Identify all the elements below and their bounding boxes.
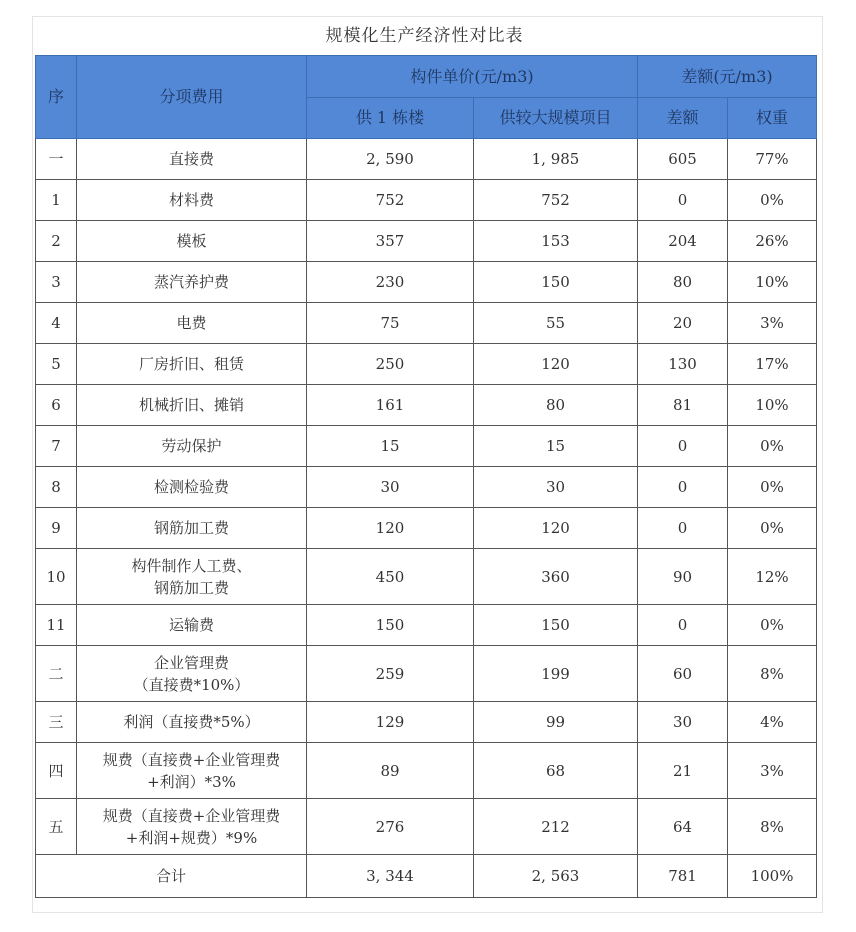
- row-item: [77, 549, 307, 605]
- row-difference: 0: [638, 180, 728, 221]
- total-weight: 100%: [728, 855, 817, 898]
- row-item-line-1: 构件制作人工费、: [131, 556, 252, 575]
- header-difference: 差额: [638, 98, 728, 139]
- total-row: [36, 855, 817, 898]
- row-weight: 0%: [728, 180, 817, 221]
- header-item: 分项费用: [77, 56, 307, 139]
- row-weight: 12%: [728, 549, 817, 605]
- table-title: 规模化生产经济性对比表: [325, 26, 524, 46]
- row-weight: 8%: [728, 799, 817, 855]
- row-seq: 一: [36, 139, 77, 180]
- row-item-line-1: 厂房折旧、租赁: [138, 355, 244, 373]
- table-row: [36, 508, 817, 549]
- table-row: [36, 139, 817, 180]
- row-single-building-price: 2, 590: [307, 139, 474, 180]
- row-item-line-1: 利润（直接费*5%）: [123, 713, 260, 731]
- table-row: [36, 385, 817, 426]
- row-item-line-1: 企业管理费: [153, 653, 229, 672]
- row-difference: 80: [638, 262, 728, 303]
- row-single-building-price: 150: [307, 605, 474, 646]
- row-item-line-1: 材料费: [168, 191, 214, 209]
- row-item-line-2: 钢筋加工费: [153, 578, 229, 597]
- row-item: [77, 799, 307, 855]
- row-seq: 二: [36, 646, 77, 702]
- row-difference: 64: [638, 799, 728, 855]
- row-weight: 0%: [728, 426, 817, 467]
- row-seq: 4: [36, 303, 77, 344]
- header-large-project: 供较大规模项目: [474, 98, 638, 139]
- row-weight: 8%: [728, 646, 817, 702]
- table-row: [36, 743, 817, 799]
- row-item-line-1: 蒸汽养护费: [153, 273, 229, 291]
- total-large-project-price: 2, 563: [474, 855, 638, 898]
- row-item: [77, 262, 307, 303]
- row-single-building-price: 259: [307, 646, 474, 702]
- row-item-line-1: 劳动保护: [161, 437, 222, 455]
- row-difference: 130: [638, 344, 728, 385]
- row-seq: 2: [36, 221, 77, 262]
- row-item-line-1: 直接费: [168, 150, 214, 168]
- row-item-line-2: （直接费*10%）: [133, 675, 250, 694]
- row-difference: 0: [638, 467, 728, 508]
- header-single-building: 供 1 栋楼: [307, 98, 474, 139]
- row-large-project-price: 15: [474, 426, 638, 467]
- row-weight: 26%: [728, 221, 817, 262]
- row-seq: 1: [36, 180, 77, 221]
- row-seq: 3: [36, 262, 77, 303]
- row-item-line-1: 钢筋加工费: [153, 519, 229, 537]
- table-row: [36, 221, 817, 262]
- row-weight: 3%: [728, 743, 817, 799]
- row-item: [77, 605, 307, 646]
- table-row: [36, 605, 817, 646]
- row-difference: 204: [638, 221, 728, 262]
- header-unit-price-group: 构件单价(元/m3): [307, 56, 638, 98]
- row-item-line-1: 检测检验费: [153, 478, 229, 496]
- table-row: [36, 426, 817, 467]
- row-difference: 0: [638, 605, 728, 646]
- table-row: [36, 262, 817, 303]
- row-weight: 4%: [728, 702, 817, 743]
- row-item: [77, 426, 307, 467]
- table-row: [36, 646, 817, 702]
- row-seq: 6: [36, 385, 77, 426]
- row-seq: 5: [36, 344, 77, 385]
- header-weight: 权重: [728, 98, 817, 139]
- row-seq: 9: [36, 508, 77, 549]
- row-item: [77, 702, 307, 743]
- row-difference: 21: [638, 743, 728, 799]
- row-weight: 0%: [728, 605, 817, 646]
- row-single-building-price: 129: [307, 702, 474, 743]
- row-difference: 605: [638, 139, 728, 180]
- total-single-building-price: 3, 344: [307, 855, 474, 898]
- row-item-line-1: 模板: [176, 232, 207, 250]
- row-large-project-price: 99: [474, 702, 638, 743]
- row-weight: 0%: [728, 508, 817, 549]
- row-single-building-price: 752: [307, 180, 474, 221]
- row-item: [77, 743, 307, 799]
- row-difference: 81: [638, 385, 728, 426]
- row-single-building-price: 75: [307, 303, 474, 344]
- row-large-project-price: 150: [474, 262, 638, 303]
- row-large-project-price: 199: [474, 646, 638, 702]
- row-large-project-price: 360: [474, 549, 638, 605]
- row-seq: 四: [36, 743, 77, 799]
- row-weight: 17%: [728, 344, 817, 385]
- row-large-project-price: 120: [474, 344, 638, 385]
- row-item: [77, 344, 307, 385]
- row-large-project-price: 120: [474, 508, 638, 549]
- table-row: [36, 303, 817, 344]
- row-single-building-price: 357: [307, 221, 474, 262]
- row-large-project-price: 212: [474, 799, 638, 855]
- row-single-building-price: 230: [307, 262, 474, 303]
- row-single-building-price: 276: [307, 799, 474, 855]
- row-seq: 三: [36, 702, 77, 743]
- cost-comparison-table: [35, 55, 817, 898]
- row-seq: 五: [36, 799, 77, 855]
- row-weight: 10%: [728, 262, 817, 303]
- row-item: [77, 467, 307, 508]
- row-item: [77, 221, 307, 262]
- row-item: [77, 180, 307, 221]
- row-item: [77, 646, 307, 702]
- row-item-line-1: 运输费: [168, 616, 214, 634]
- row-large-project-price: 150: [474, 605, 638, 646]
- table-row: [36, 344, 817, 385]
- table-row: [36, 702, 817, 743]
- row-difference: 0: [638, 426, 728, 467]
- header-row-1: [36, 56, 817, 98]
- row-seq: 8: [36, 467, 77, 508]
- row-item: [77, 508, 307, 549]
- row-difference: 0: [638, 508, 728, 549]
- row-large-project-price: 68: [474, 743, 638, 799]
- row-weight: 3%: [728, 303, 817, 344]
- row-item-line-2: +利润+规费）*9%: [125, 828, 258, 847]
- row-item-line-1: 电费: [176, 314, 207, 332]
- row-difference: 30: [638, 702, 728, 743]
- row-item-line-1: 规费（直接费+企业管理费: [102, 806, 281, 825]
- header-seq: 序: [36, 56, 77, 139]
- row-item-line-1: 机械折旧、摊销: [138, 396, 244, 414]
- row-seq: 11: [36, 605, 77, 646]
- row-seq: 7: [36, 426, 77, 467]
- row-item-line-2: +利润）*3%: [147, 772, 236, 791]
- row-item: [77, 303, 307, 344]
- row-large-project-price: 55: [474, 303, 638, 344]
- row-item-line-1: 规费（直接费+企业管理费: [102, 750, 281, 769]
- table-row: [36, 180, 817, 221]
- table-row: [36, 799, 817, 855]
- row-single-building-price: 250: [307, 344, 474, 385]
- total-label: 合计: [36, 855, 307, 898]
- row-weight: 0%: [728, 467, 817, 508]
- row-large-project-price: 30: [474, 467, 638, 508]
- row-item: [77, 385, 307, 426]
- row-weight: 10%: [728, 385, 817, 426]
- row-single-building-price: 89: [307, 743, 474, 799]
- header-diff-group: 差额(元/m3): [638, 56, 817, 98]
- row-seq: 10: [36, 549, 77, 605]
- row-single-building-price: 120: [307, 508, 474, 549]
- row-large-project-price: 752: [474, 180, 638, 221]
- row-large-project-price: 1, 985: [474, 139, 638, 180]
- table-row: [36, 549, 817, 605]
- row-single-building-price: 15: [307, 426, 474, 467]
- row-item: [77, 139, 307, 180]
- total-difference: 781: [638, 855, 728, 898]
- row-single-building-price: 450: [307, 549, 474, 605]
- row-large-project-price: 153: [474, 221, 638, 262]
- row-single-building-price: 161: [307, 385, 474, 426]
- row-weight: 77%: [728, 139, 817, 180]
- row-large-project-price: 80: [474, 385, 638, 426]
- row-single-building-price: 30: [307, 467, 474, 508]
- row-difference: 90: [638, 549, 728, 605]
- row-difference: 20: [638, 303, 728, 344]
- row-difference: 60: [638, 646, 728, 702]
- table-row: [36, 467, 817, 508]
